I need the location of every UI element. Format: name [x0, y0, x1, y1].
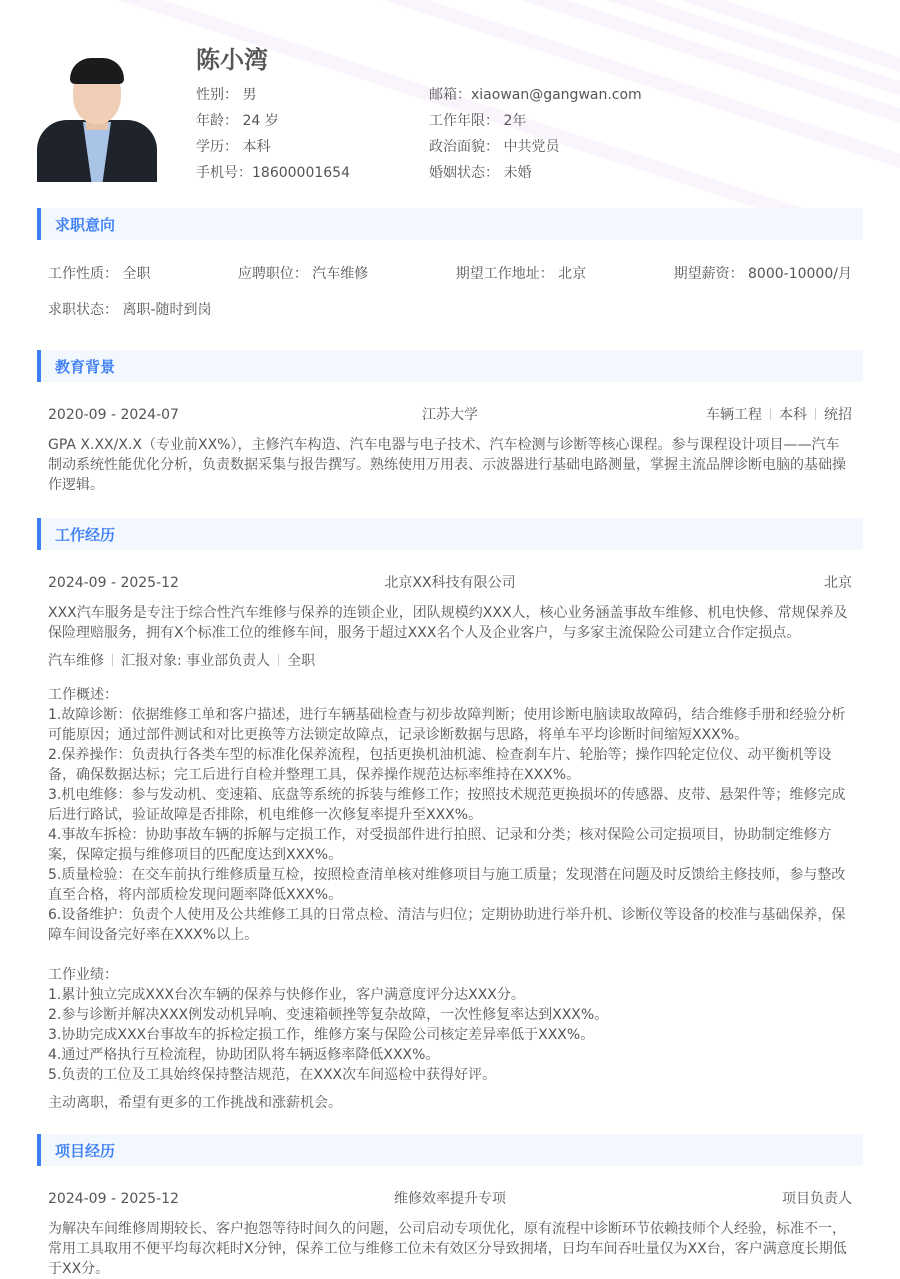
overview-item: 6.设备维护：负责个人使用及公共维修工具的日常点检、清洁与归位；定期协助进行举升机、诊断仪等设备的校准与基础保养，保障车间设备完好率在XXX%以上。: [48, 907, 846, 943]
edu-date: 2020-09 - 2024-07: [48, 407, 179, 423]
work-company: 北京XX科技有限公司: [384, 575, 516, 591]
edu-school: 江苏大学: [422, 407, 478, 423]
result-item: 5.负责的工位及工具始终保持整洁规范，在XXX次车间巡检中获得好评。: [48, 1067, 497, 1083]
project-date: 2024-09 - 2025-12: [48, 1191, 179, 1207]
phone: 手机号：18600001654: [196, 165, 350, 181]
age: 年龄： 24 岁: [196, 113, 279, 129]
edu-major: 车辆工程: [706, 407, 762, 423]
email: 邮箱：xiaowan@gangwan.com: [429, 87, 642, 103]
overview-title: 工作概述：: [48, 687, 118, 703]
section-header-intent: [37, 208, 863, 240]
section-header-project: [37, 1134, 863, 1166]
work-years: 工作年限： 2年: [429, 113, 527, 129]
project-description: 为解决车间维修周期较长、客户抱怨等待时间久的问题，公司启动专项优化，原有流程中诊断环节依赖技师个人经验，标准不一，常用工具取用不便平均每次耗时X分钟，保养工位与维修工位未有效区分导致拥堵，日均车间吞吐量仅为XX台，客户满意度长期低于XX分。: [48, 1221, 847, 1277]
basic-info-right: [429, 84, 642, 188]
work-tag: 全职: [287, 653, 316, 669]
result-item: 3.协助完成XXX台事故车的拆检定损工作，维修方案与保险公司核定差异率低于XXX%。: [48, 1027, 595, 1043]
section-title: 工作经历: [55, 526, 116, 544]
work-tag: 汇报对象: 事业部负责人: [121, 653, 271, 669]
result-item: 1.累计独立完成XXX台次车辆的保养与快修作业，客户满意度评分达XXX分。: [48, 987, 525, 1003]
project-role: 项目负责人: [782, 1191, 852, 1207]
section-header-work: [37, 518, 863, 550]
work-tag: 汽车维修: [48, 653, 104, 669]
edu-degree: 本科: [779, 407, 807, 423]
leave-reason: 主动离职，希望有更多的工作挑战和涨薪机会。: [48, 1095, 342, 1111]
section-title: 教育背景: [55, 358, 116, 376]
profile-photo: [37, 52, 157, 182]
project-name: 维修效率提升专项: [394, 1191, 506, 1207]
edu-type: 统招: [824, 407, 852, 423]
overview-item: 5.质量检验：在交车前执行维修质量互检，按照检查清单核对维修项目与施工质量；发现潜在问题及时反馈给主修技师，参与整改直至合格，将内部质检发现问题率降低XXX%。: [48, 867, 846, 903]
job-salary: 期望薪资： 8000-10000/月: [673, 266, 852, 282]
job-type: 工作性质： 全职: [48, 266, 151, 282]
basic-info-left: [196, 84, 350, 188]
marital-status: 婚姻状态： 未婚: [429, 165, 532, 181]
job-position: 应聘职位： 汽车维修: [237, 266, 369, 282]
intent-block: [48, 264, 852, 320]
section-header-education: [37, 350, 863, 382]
candidate-name: 陈小湾: [196, 46, 268, 74]
company-description: XXX汽车服务是专注于综合性汽车维修与保养的连锁企业，团队规模约XXX人，核心业务涵盖事故车维修、机电快修、常规保养及保险理赔服务，拥有X个标准工位的维修车间，服务于超过XXX名个人及企业客户，与多家主流保险公司建立合作定损点。: [48, 605, 848, 641]
section-title: 求职意向: [55, 216, 116, 234]
education-block: [48, 405, 852, 495]
job-location: 期望工作地址： 北京: [455, 266, 587, 282]
result-item: 4.通过严格执行互检流程，协助团队将车辆返修率降低XXX%。: [48, 1047, 440, 1063]
overview-item: 2.保养操作：负责执行各类车型的标准化保养流程，包括更换机油机滤、检查刹车片、轮胎等；操作四轮定位仪、动平衡机等设备，确保数据达标；完工后进行自检并整理工具，保养操作规范达标率维持在XXX%。: [48, 747, 832, 783]
section-title: 项目经历: [55, 1142, 116, 1160]
work-city: 北京: [824, 575, 852, 591]
work-date: 2024-09 - 2025-12: [48, 575, 179, 591]
overview-item: 4.事故车拆检：协助事故车辆的拆解与定损工作，对受损部件进行拍照、记录和分类；核对保险公司定损项目，协助制定维修方案，保障定损与维修项目的匹配度达到XXX%。: [48, 827, 832, 863]
political-status: 政治面貌： 中共党员: [429, 139, 560, 155]
overview-item: 3.机电维修：参与发动机、变速箱、底盘等系统的拆装与维修工作；按照技术规范更换损坏的传感器、皮带、悬架件等；维修完成后进行路试，验证故障是否排除，机电维修一次修复率提升至XXX%。: [48, 787, 846, 823]
edu-description: GPA X.XX/X.X（专业前XX%），主修汽车构造、汽车电器与电子技术、汽车检测与诊断等核心课程。参与课程设计项目——汽车制动系统性能优化分析，负责数据采集与报告撰写。熟练使用万用表、示波器进行基础电路测量，掌握主流品牌诊断电脑的基础操作逻辑。: [48, 437, 846, 493]
job-status: 求职状态： 离职-随时到岗: [48, 302, 212, 318]
gender: 性别： 男: [196, 87, 257, 103]
work-block: [48, 573, 852, 1113]
overview-item: 1.故障诊断：依据维修工单和客户描述，进行车辆基础检查与初步故障判断；使用诊断电脑读取故障码，结合维修手册和经验分析可能原因；通过部件测试和对比更换等方法锁定故障点，记录诊断数据与思路，将单车平均诊断时间缩短XXX%。: [48, 707, 846, 743]
result-item: 2.参与诊断并解决XXX例发动机异响、变速箱顿挫等复杂故障，一次性修复率达到XXX%。: [48, 1007, 609, 1023]
education-level: 学历： 本科: [196, 139, 271, 155]
results-title: 工作业绩：: [48, 967, 118, 983]
project-block: [48, 1189, 852, 1279]
